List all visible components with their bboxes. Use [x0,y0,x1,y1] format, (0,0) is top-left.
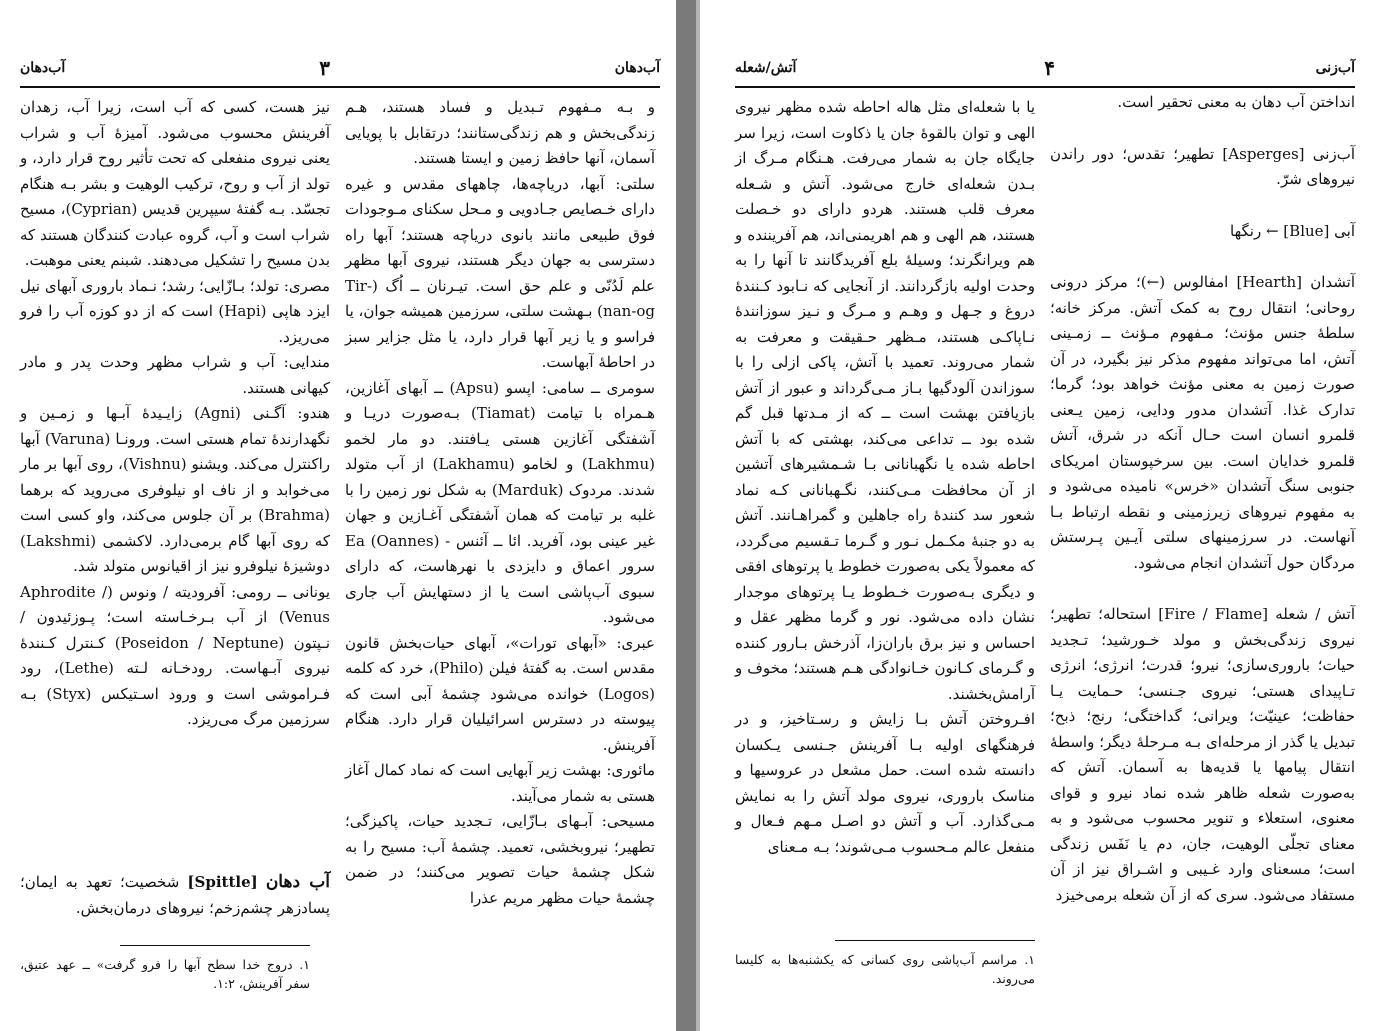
right-page-right-column [1050,90,1355,980]
left-running-head [20,56,660,84]
paragraph: عبری: «آبهای تورات»، آبهای حیات‌بخش قانون مقدس است. به گفتهٔ فیلن (Philo)، خرد که کلمه (Logos) خوانده می‌شود چشمهٔ آبی است که پیوسته در دسترس اسرائیلیان قرار دارد. هنگام آفرینش. [345,633,655,754]
right-head-left: آتش/شعله [735,60,797,76]
entry-blue: آبی [Blue] ← رنگها [1230,221,1355,240]
left-page-left-column [20,95,330,855]
right-footnote: ۱. مراسم آب‌پاشی روی کسانی که یکشنبه‌ها به کلیسا می‌روند. [735,952,1035,986]
left-footnote: ۱. دروج خدا سطح آبها را فرو گرفت» ــ عهد عتیق، سفر آفرینش، ۱:۲. [20,957,310,991]
footnote-rule [835,940,1035,941]
left-head-rule [20,86,660,88]
paragraph: مصری: تولد؛ بـازّایی؛ رشد؛ نـماد باروری آبهای نیل ایزد هاپی (Hapi) است که از دو کوزه آب را فرو می‌ریزد. [20,276,330,346]
paragraph: یا با شعله‌ای مثل هاله احاطه شده مظهر نیروی الهی و توان بالقوهٔ جان یا ذکاوت است، زیرا سر جایگاه جان به شمار می‌رفت. هـنگام مـرگ از بـدن شعله‌ای خارج می‌شود. آتش و شـعله معرف قلب هستند. هردو دارای دو خـصلت هستند، هم الهی و هم اهریمنی‌اند، هم آفریننده و هم ویرانگرند؛ وسیلهٔ بلع آفریدگانند تا آنها را به وحدت اولیه بازگردانند. از آنجایی که نـابود کـنندهٔ دروغ و جـهل و وهـم و مـرگ و نـیز سوزانندهٔ نـاپاکـی هستند، مـظهر حـقیقت و معرفت به شمار می‌روند. تعمید با آتش، پاکی ازلی را با سوزاندن آلودگیها بـاز مـی‌گرداند و عبور از آتش بازیافتن بهشت است ــ که از مـدتها قبل گم شده بود ــ تداعی می‌کند، بهشتی که با آتش احاطه شده یا نگهبانانی بـا شـمشیرهای آتشین از آن محافظت مـی‌کنند، نگـهبانانی کـه نماد شعور سد کنندهٔ راه جاهلین و گمراهـانند. آتش به دو جنبهٔ مکـمل نـور و گـرما تـقسیم می‌گردد، که معمولاً یکی به‌صورت خطوط یا پرتوهای افقی و دیگری بـه‌صورت خـطوط یـا پرتوهای موجدار نشان داده می‌شود. نور و گرما مظهر عقل و احساس و نیز برق باران‌زا، آذرخش بـارور کننده و گـرمای کـانون خـانوادگی هـم هستند؛ مخوف و آرامش‌بخشند. [735,98,1035,703]
entry-text: شخصیت؛ تعهد به ایمان؛ پسادزهر چشم‌زخم؛ نیروهای درمان‌بخش. [20,873,330,917]
paragraph: نیز هست، کسی که آب است، زیرا آب، زهدان آفرینش محسوب می‌شود. آمیزهٔ آب و شراب یعنی نیروی منفعلی که تحت تأثیر روح قرار دارد، و تولد از آب و روح، ترکیب الوهیت و بشر بـه هنگام تجسّد. بـه گفتهٔ سیپرین قدیس (Cyprian)، مسیح شراب است و آب، گروه عبادت کنندگان هستند که بدن مسیح را تشکیل می‌دهند. شبنم یعنی موهبت. [20,98,330,269]
paragraph: مائوری: بهشت زیر آبهایی است که نماد کمال آغاز هستی به شمار می‌آیند. [345,761,655,805]
paragraph: و بـه مـفهوم تـبدیل و فساد هستند، هـم زندگی‌بخش و هم زندگی‌ستانند؛ درتقابل با پویایی آسمان، آنها حافظ زمین و ایستا هستند. [345,98,655,167]
left-head-right: آب‌دهان [614,60,660,76]
left-page-number: ۳ [319,56,330,80]
paragraph: هندو: آگـنی (Agni) زایـیدهٔ آبـها و زمـین و نگهدارندهٔ تمام هستی است. ورونـا (Varuna) آبها راکنترل می‌کند. ویشنو (Vishnu)، روی آبها بر مار می‌خوابد و از ناف او نیلوفری می‌روید که برهما (Brahma) بر آن جلوس می‌کند، واو کسی است که روی آبها گام برمی‌دارد. لاکشمی (Lakshmi) دوشیزهٔ نیلوفرو نیز از اقیانوس متولد شد. [20,404,331,575]
paragraph: سومری ــ سامی: اپسو (Apsu) ــ آبهای آغازین، هـمراه با تیامت (Tiamat) بـه‌صورت دریـا و آشفتگی آغازین هستی یـافتند. دو مار لخمو (Lakhmu) و لخامو (Lakhamu) از آب متولد شدند. مردوک (Marduk) به شکل نور زمین را با غلبه بر تیامت که همان آشفتگی آغـازین و جهان غیر عینی بود، آفرید. ائا ــ آئنس - Ea (Oannes) سرور اعماق و دایزدی با نهرهاست، که دارای سبوی آب‌پاشی است یا از دستهایش آب جاری می‌شود. [345,378,656,626]
right-page-left-column [735,95,1035,925]
paragraph: افـروختن آتش بـا زایش و رسـتاخیز، و در فرهنگهای اولیه بـا آفرینش جـنسی یـکسان دانسته شده است. حمل مشعل در عروسیها و مناسک باروری، نیروی مولد آتش را به نمایش مـی‌گذارد. آب و آتش دو اصـل مـهم فـعال و منفعل عالم مـحسوب مـی‌شوند؛ بـه مـعنای [735,710,1035,856]
paragraph: انداختن آب دهان به معنی تحقیر است. [1117,93,1355,111]
left-head-left: آب‌دهان [20,60,66,76]
entry-asperges: آب‌زنی [Asperges] تطهیر؛ تقدس؛ دور راندن نیروهای شرّ. [1050,144,1355,188]
footnote-rule [120,945,310,946]
paragraph: سلتی: آبها، دریاچه‌ها، چاههای مقدس و غیره دارای خـصایص جـادویی و مـحل سکنای مـوجودات فوق طبیعی مانند بانوی دریاچه هستند؛ آبها راه دسترسی به جهان دیگر هستند، نیروی آبها مظهر علم لَدُنّی و علم حق است. تیـرنان ــ اُگ (Tir-nan-og) بـهشت سلتی، سرزمین همیشه جوان، یا فراسو و یا زیر آبها قرار دارد، یا مثل جزایر سبز در احاطهٔ آبهاست. [345,174,655,371]
entry-tag: [Spittle] [187,873,258,891]
paragraph: یونانی ــ رومی: آفرودیته / ونوس (/ Aphrodite Venus) از آب بـرخـاسته است؛ پـوزئیدون / نـپتون (Poseidon / Neptune) کـنترل کـنندهٔ نیروی آبـهاست. رودخـانه لـته (Lethe)، رود فـراموشی است و ورود اسـتیکس (Styx) بـه سرزمین مرگ می‌ریزد. [20,582,331,728]
right-head-rule [735,86,1355,88]
left-page-right-column [345,95,656,907]
right-running-head [735,56,1355,84]
entry-headword: آب دهان [265,872,330,892]
right-head-right: آب‌زنی [1315,60,1355,76]
paragraph: مندایی: آب و شراب مظهر وحدت پدر و مادر کیهانی هستند. [20,353,330,397]
entry-spittle [20,870,330,930]
paragraph: مسیحی: آبـهای بـازّایی، تـجدید حیات، پاکیزگی؛ تطهیر؛ نیروبخشی، تعمید. چشمهٔ آب: مسیح را به شکل چشمهٔ حیات تصویر می‌کنند؛ در ضمن چشمهٔ حیات مظهر مریم عذرا [345,812,655,907]
entry-fire: آتش / شعله [Fire / Flame] استحاله؛ تطهیر؛ نیروی زندگی‌بخش و مولد خـورشید؛ تـجدید حیات؛ باروری‌سازی؛ نیرو؛ قدرت؛ انرژی؛ انرژی تـاپیدای هستی؛ نیروی جـنسی؛ حـمایت یـا حفاظت؛ عینیّت؛ ویرانی؛ گداختگی؛ رنج؛ ذبح؛ تبدیل یا گذر از مرحله‌ای بـه مـرحلهٔ دیگر؛ واسطهٔ انتقال پیامها یا قدیه‌ها به آسمان. آتش که به‌صورت شعله ظاهر شده نماد نیرو و قوای معنوی، استعلاء و تنویر محسوب می‌شود و به معنای تجلّی الوهیت، جان، دم یا نَفَس زندگی است؛ مسعنای وارد غـیبی و اشـراق نیز از آن مستفاد می‌شود. سری که از آن شعله برمی‌خیزد [1050,605,1355,904]
entry-hearth: آتشدان [Hearth] امفالوس (←)؛ مرکز درونی روحانی؛ انتقال روح به کمک آتش. مرکز خانه؛ سلطهٔ جنس مؤنث؛ مـفهوم مـؤنث ــ زمـینی آتش، اما می‌تواند مفهوم مذکر نیز بگیرد، در آن صورت زمین به معنی مؤنث خواهد بود؛ گرما؛ تدارک غذا. آتشدان مدور ودایی، زمین یـعنی قلمرو انسان است حـال آنکه در شرق، آتش قلمرو خدایان است. بین سرخپوستان امریکای جنوبی سنگ آتشدان «خرس» نامیده می‌شود و به مفهوم نیروهای زیرزمینی و نقطه ارتباط بـا آنهاست. در سرزمینهای سلتی آیـین پـرستش مردگان حول آتشدان انجام می‌شود. [1050,273,1356,572]
left-page [0,0,676,1031]
right-page-number: ۴ [1044,56,1055,80]
right-page [700,0,1377,1031]
